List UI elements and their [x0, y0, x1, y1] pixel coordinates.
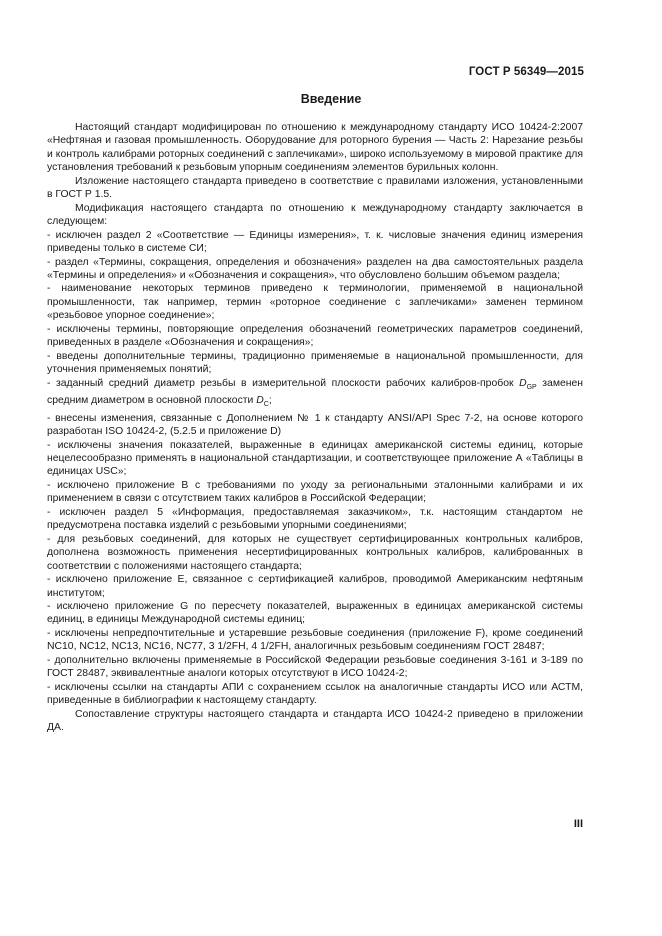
- list-item: - исключены термины, повторяющие определения обозначений геометрических параметров соединений, приведенных в разделе «Обозначения и сокращения»;: [47, 323, 583, 349]
- section-title: Введение: [300, 92, 362, 106]
- list-item: - исключено приложение Е, связанное с сертификацией калибров, проводимой Американским нефтяным институтом;: [47, 574, 583, 599]
- document-header: ГОСТ Р 56349—2015: [468, 66, 584, 78]
- modification-paragraph: Модификация настоящего стандарта по отношению к международному стандарту заключается в следующем:: [47, 202, 583, 228]
- page-number: III: [573, 818, 583, 830]
- list-item: - для резьбовых соединений, для которых не существует сертифицированных контрольных калибров, дополнена возможность применения несертифицированных контрольных калибров, калиброванных в соответствии с положениями настоящего стандарта;: [47, 533, 583, 572]
- list-item: - исключен раздел 2 «Соответствие — Единицы измерения», т. к. числовые значения единиц измерения приведены только в системе СИ;: [47, 229, 583, 255]
- diameter-subscript-gp: GP: [526, 383, 537, 391]
- list-item: - наименование некоторых терминов приведено к терминологии, применяемой в национальной промышленности, так например, термин «роторное соединение с заплечиками» заменен термином «резьбовое упорное соединение»;: [47, 283, 583, 322]
- diameter-symbol-gp: D: [519, 377, 527, 389]
- diameter-text-before: - заданный средний диаметр резьбы в измерительной плоскости рабочих калибров-пробок: [47, 377, 520, 389]
- list-item: - дополнительно включены применяемые в Российской Федерации резьбовые соединения 3-161 и 3-189 по ГОСТ 28487, эквивалентные аналоги которых отсутствуют в ИСО 10424-2;: [47, 654, 583, 680]
- list-item: - исключены значения показателей, выраженные в единицах американской системы единиц, которые нецелесообразно применять в национальной стандартизации, и соответствующее приложение А «Таблицы в единицах USC»;: [47, 439, 583, 478]
- diameter-text-middle: заменен средним диаметром в основной плоскости: [47, 377, 583, 407]
- diameter-text-after: ;: [268, 395, 272, 407]
- diameter-subscript-c: C: [263, 401, 269, 409]
- list-item: - введены дополнительные термины, традиционно применяемые в национальной промышленности, для уточнения применяемых понятий;: [47, 350, 583, 376]
- list-item: - исключено приложение В с требованиями по уходу за региональными эталонными калибрами и их применением в связи с отсутствием таких калибров в Российской Федерации;: [47, 479, 583, 505]
- closing-paragraph: Сопоставление структуры настоящего стандарта и стандарта ИСО 10424-2 приведено в приложении ДА.: [47, 708, 583, 734]
- list-item-diameter: [47, 377, 583, 412]
- list-item: - исключено приложение G по пересчету показателей, выраженных в единицах американской системы единиц, в единицы Международной системы единиц;: [47, 601, 583, 626]
- list-item: - раздел «Термины, сокращения, определения и обозначения» разделен на два самостоятельных раздела «Термины и определения» и «Обозначения и сокращения», что обусловлено большим объемом раздела;: [47, 256, 583, 281]
- document-body: [47, 121, 583, 735]
- list-item: - исключены ссылки на стандарты АПИ с сохранением ссылок на аналогичные стандарты ИСО или АСТМ, приведенные в библиографии к настоящему стандарту.: [47, 681, 583, 707]
- list-item: - исключен раздел 5 «Информация, предоставляемая заказчиком», т.к. настоящим стандартом не предусмотрена поставка изделий с резьбовыми упорными соединениями;: [47, 506, 583, 532]
- diameter-symbol-c: D: [256, 395, 264, 407]
- list-item: - внесены изменения, связанные с Дополнением № 1 к стандарту ANSI/API Spec 7-2, на основе которого разработан ISO 10424-2, (5.2.5 и приложение D): [47, 412, 583, 438]
- list-item: - исключены непредпочтительные и устаревшие резьбовые соединения (приложение F), кроме соединений NC10, NC12, NC13, NC16, NC77, 3 1/2FH, 4 1/2FH, аналогичных резьбовым соединениям ГОСТ 28487;: [47, 627, 583, 653]
- intro-paragraph: Настоящий стандарт модифицирован по отношению к международному стандарту ИСО 10424-2:2007 «Нефтяная и газовая промышленность. Оборудование для роторного бурения — Часть 2: Нарезание резьбы и контроль калибрами роторных соединений с заплечиками», широко используемому в мировой практике для установления требований к резьбовым упорным соединениям элементов бурильных колонн.: [47, 122, 583, 174]
- presentation-paragraph: Изложение настоящего стандарта приведено в соответствие с правилами изложения, установленными в ГОСТ Р 1.5.: [47, 175, 583, 201]
